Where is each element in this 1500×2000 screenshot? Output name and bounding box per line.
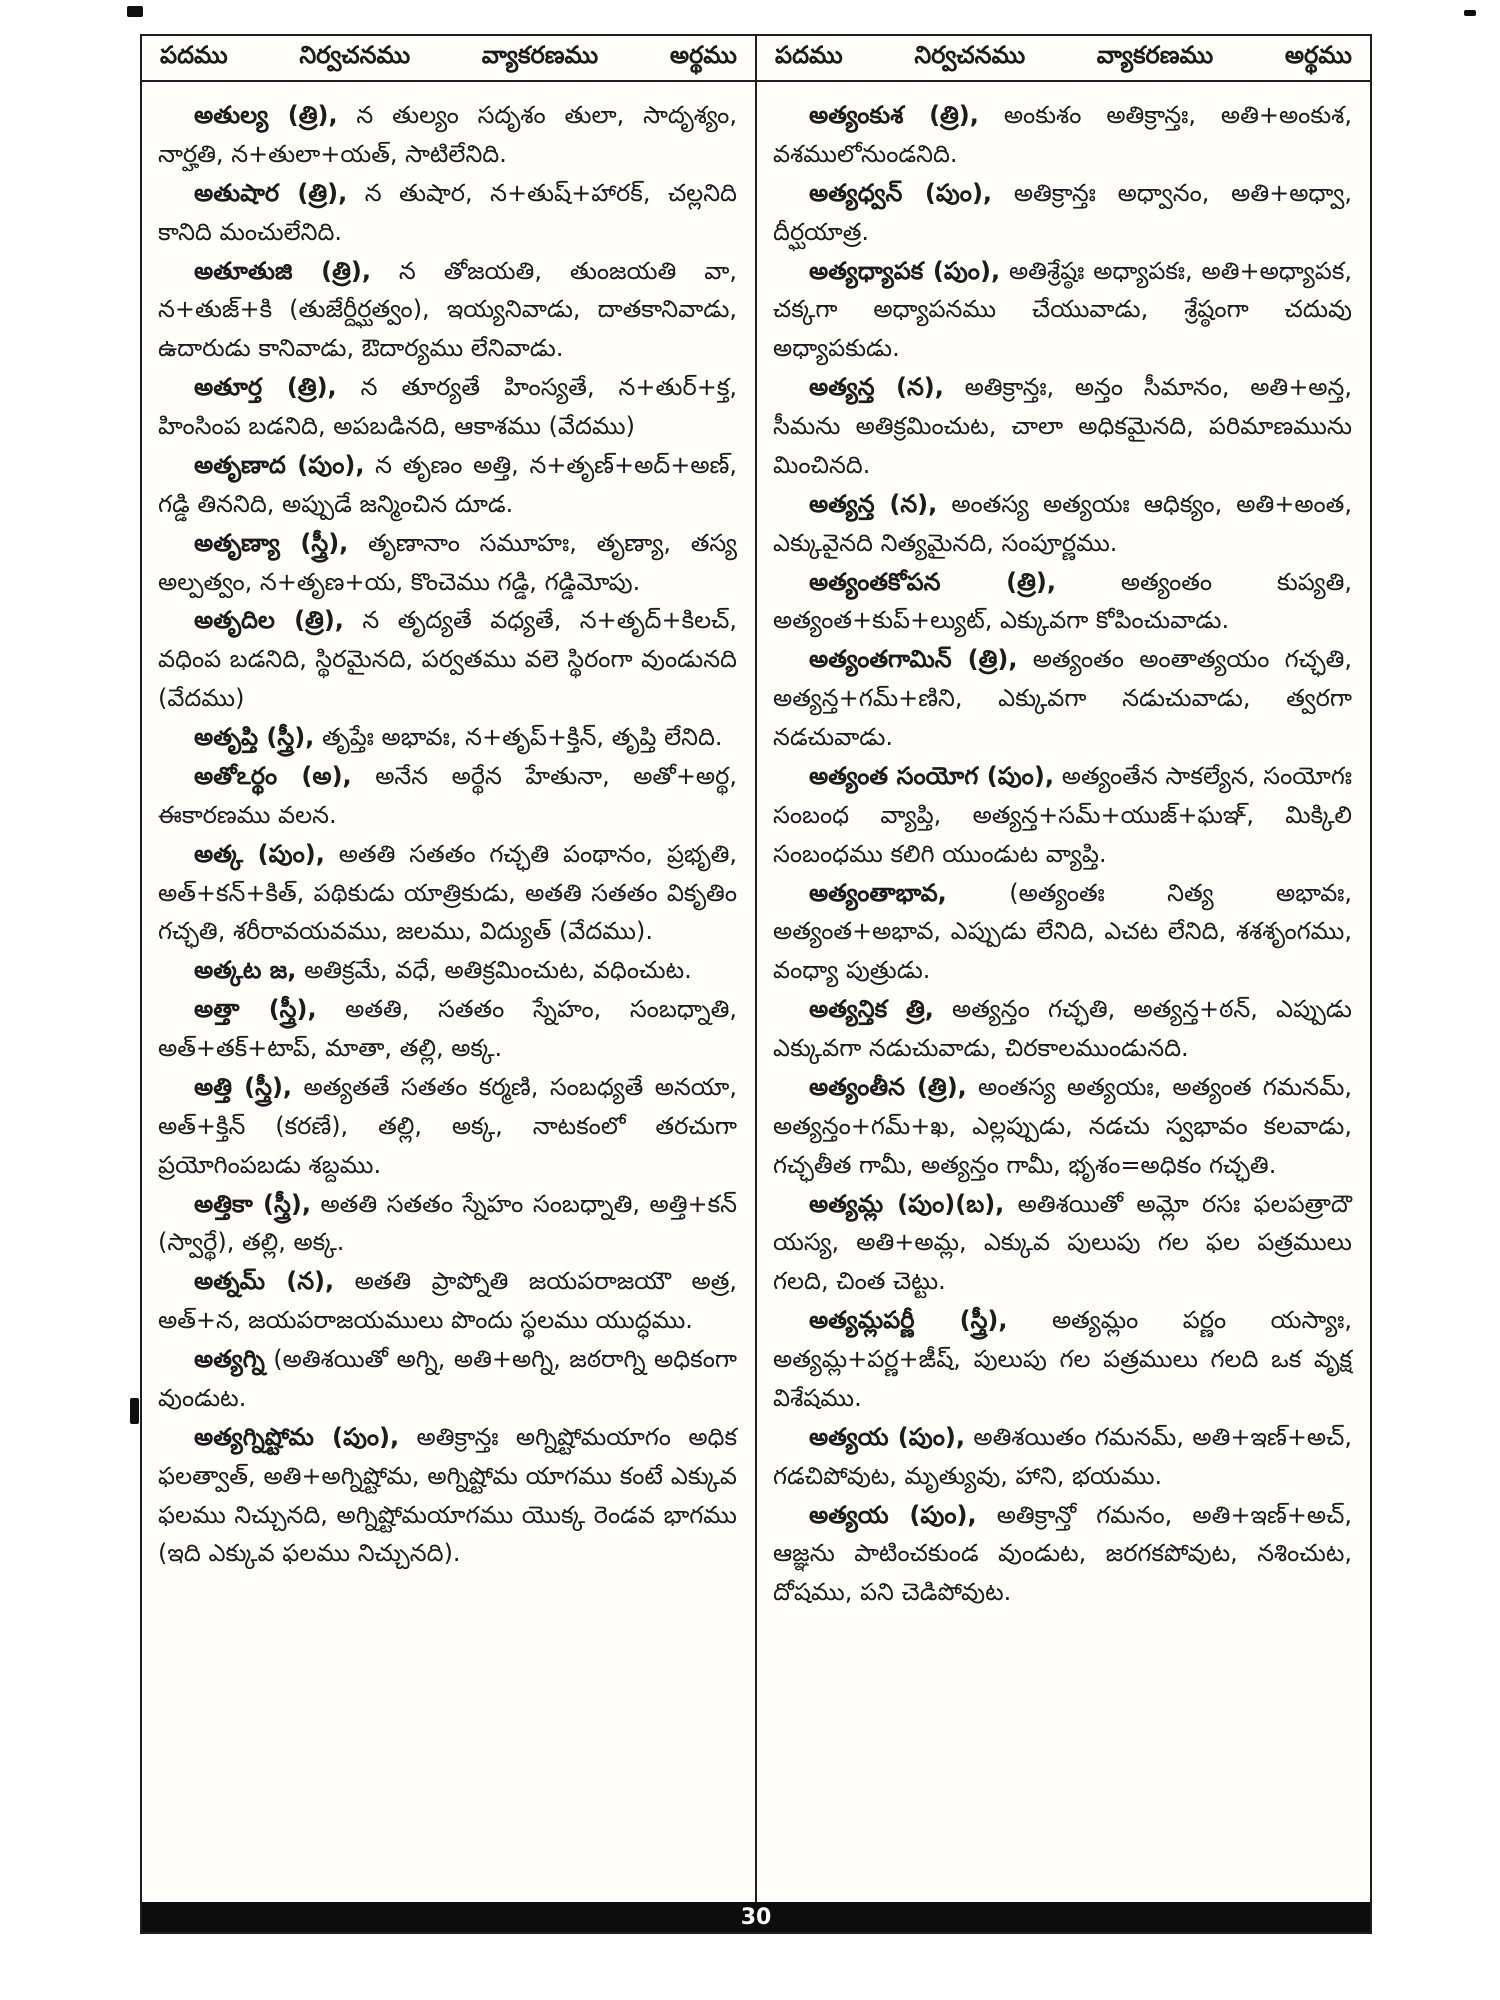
dictionary-entry [773,874,1352,991]
entry-body: అతిశ్రేష్ఠః అధ్యాపకః, అతి+అధ్యాపక, చక్కగా అధ్యాపనము చేయువాడు, శ్రేష్ఠంగా చదువు అధ్యాపకుడు. [773,256,1352,363]
dictionary-entry [158,252,737,369]
entry-body: న తూర్యతే హింస్యతే, న+తుర్+క్త, హింసింప బడనిది, అపబడినది, ఆకాశము (వేదము) [158,373,737,440]
entry-body: అత్యమ్లం పర్ణం యస్యాః, అత్యమ్ల+పర్ణ+ఙీష్, పులుపు గల పత్రములు గలది ఒక వృక్ష విశేషము. [773,1306,1352,1412]
dictionary-entry [773,1185,1352,1302]
column-headers [142,36,1370,82]
entry-body: అత్యంతం కుప్యతి, అత్యంత+కుప్+ల్యుట్, ఎక్కువగా కోపించువాడు. [773,567,1352,635]
entry-headword: అత్యగ్నిష్టోమ (పుం), [194,1422,400,1451]
dictionary-entry [773,252,1352,369]
header-col-padamu: పదము [160,41,228,69]
dictionary-entry [158,757,737,835]
entry-body: అతతి, సతతం స్నేహం, సంబధ్నాతి, అత్+తక్+టాప్, మాతా, తల్లి, అక్క. [158,995,737,1062]
entry-headword: అత్క (పుం), [194,839,325,868]
entry-headword: అత్తా (స్త్రీ), [194,995,317,1024]
entry-body: అతిక్రమే, వధే, అతిక్రమించుట, వధించుట. [304,956,692,985]
dictionary-entry [773,174,1352,252]
dictionary-entry [158,524,737,602]
dictionary-entry [158,1418,737,1574]
entry-headword: అతుల్య (త్రి), [194,101,338,129]
entry-headword: అతూతుజి (త్రి), [194,256,371,285]
entry-headword: అత్యంతీన (త్రి), [809,1072,967,1101]
entry-headword: అతోఽర్థం (అ), [194,761,352,790]
dictionary-entry [158,1068,737,1185]
dictionary-entry [158,1262,737,1340]
entry-headword: అత్యమ్ల (పుం)(బ), [809,1189,1005,1218]
header-col-nirvachanamu: నిర్వచనము [914,41,1026,69]
entry-body: అతిశయితం గమనమ్, అతి+ఇణ్+అచ్, గడచిపోవుట, మృత్యువు, హాని, భయము. [773,1422,1352,1490]
dictionary-entry [773,96,1352,174]
text-columns [142,82,1370,1902]
dictionary-entry [158,835,737,952]
entry-headword: అతృప్తి (స్త్రీ), [194,723,315,751]
entry-body: న తృణం అత్తి, న+తృణ్+అద్+అణ్, గడ్డి తిననిది, అప్పుడే జన్మించిన దూడ. [158,450,738,518]
header-col-arthamu: అర్థము [669,41,737,69]
entry-headword: అత్తి (స్త్రీ), [194,1072,293,1101]
dictionary-entry [158,718,737,757]
dictionary-entry [773,1496,1352,1613]
entry-headword: అత్యంకుశ (త్రి), [809,101,979,129]
header-col-vyakaranamu: వ్యాకరణము [1096,41,1214,69]
entry-headword: అత్యయ (పుం), [809,1500,977,1529]
dictionary-entry [773,990,1352,1068]
entry-headword: అత్తికా (స్త్రీ), [194,1189,311,1218]
dictionary-entry [158,990,737,1068]
dictionary-entry [773,1301,1352,1418]
entry-body: అతిక్రాన్తో గమనం, అతి+ఇణ్+అచ్, ఆజ్ఞను పాటించకుండ వుండుట, జరగకపోవుట, నశించుట, దోషము, పని చెడిపోవుట. [773,1500,1352,1607]
entry-headword: అతుషార (త్రి), [194,178,348,207]
entry-body: అంకుశం అతిక్రాన్తః, అతి+అంకుశ, వశములోనుండనిది. [773,101,1352,168]
scan-artifact [127,6,143,17]
dictionary-entry [773,640,1352,757]
page-number: 30 [740,1904,772,1930]
entry-body: అతతి సతతం స్నేహం సంబధ్నాతి, అత్తి+కన్ (స్వార్థే), తల్లి, అక్క. [158,1189,737,1257]
entry-body: అత్యంతేన సాకల్యేన, సంయోగః సంబంధ వ్యాప్తి, అత్యన్త+సమ్+యుజ్+ఘఞ్, మిక్కిలి సంబంధము కలిగి యుండుట వ్యాప్తి. [773,761,1352,868]
entry-body: అత్యతతే సతతం కర్మణి, సంబధ్యతే అనయా, అత్+క్తిన్ (కరణే), తల్లి, అక్క, నాటకంలో తరచుగా ప్రయోగింపబడు శబ్దము. [158,1072,737,1179]
dictionary-entry [773,368,1352,485]
entry-body: అతిక్రాన్తః అధ్వానం, అతి+అధ్వా, దీర్ఘయాత్ర. [773,178,1352,246]
dictionary-entry [158,96,737,174]
left-column [142,82,757,1902]
entry-headword: అత్యగ్ని [194,1345,265,1373]
dictionary-entry [158,446,737,524]
dictionary-entry [158,951,737,990]
header-left-half [142,36,757,80]
entry-body: న తుషార, న+తుష్+హారక్, చల్లనిది కానిది మంచులేనిది. [158,178,737,246]
entry-headword: అత్యంతగామిన్ (త్రి), [809,645,1018,674]
entry-body: అతతి ప్రాప్నోతి జయపరాజయౌ అత్ర, అత్+న, జయపరాజయములు పొందు స్థలము యుద్ధము. [158,1267,737,1335]
entry-headword: అత్కట జ, [194,956,297,985]
dictionary-entry [158,174,737,252]
dictionary-entry [773,1068,1352,1185]
entry-body: న తుల్యం సదృశం తులా, సాదృశ్యం, నార్హతి, న+తులా+యత్, సాటిలేనిది. [158,101,737,168]
entry-body: తృణానాం సమూహః, తృణ్యా, తస్య అల్పత్వం, న+తృణ+య, కొంచెము గడ్డి, గడ్డిమోపు. [158,528,737,596]
entry-headword: అత్యమ్లపర్ణీ (స్త్రీ), [809,1306,1008,1335]
entry-headword: అతృదిల (త్రి), [194,606,344,635]
header-col-padamu: పదము [775,41,843,69]
entry-body: అంతస్య అత్యయః ఆధిక్యం, అతి+అంత, ఎక్కువైనది నిత్యమైనది, సంపూర్ణము. [773,489,1352,557]
entry-body: అనేన అర్థేన హేతునా, అతో+అర్థ, ఈకారణము వలన. [158,761,737,829]
header-col-arthamu: అర్థము [1284,41,1352,69]
entry-body: (అత్యంతః నిత్య అభావః, అత్యంత+అభావ, ఎప్పుడు లేనిది, ఎచట లేనిది, శశశృంగము, వంధ్యా పుత్రుడు. [773,878,1352,985]
dictionary-entry [773,485,1352,563]
scan-artifact [1464,10,1476,16]
entry-body: అత్యంతం అంతాత్యయం గచ్ఛతి, అత్యన్త+గమ్+ణిని, ఎక్కువగా నడుచువాడు, త్వరగా నడచువాడు. [773,645,1352,751]
entry-headword: అత్యన్త (న), [809,489,938,518]
dictionary-entry [158,601,737,718]
entry-headword: అతృణ్యా (స్త్రీ), [194,528,349,557]
dictionary-entry [158,368,737,446]
entry-body: (అతిశయితో అగ్ని, అతి+అగ్ని, జఠరాగ్ని అధికంగా వుండుట. [158,1345,737,1412]
entry-headword: అత్నమ్ (న), [194,1267,335,1296]
entry-headword: అత్యధ్యాపక (పుం), [809,256,1001,285]
entry-headword: అతృణాద (పుం), [194,450,365,479]
dictionary-entry [773,563,1352,641]
entry-body: అంతస్య అత్యయః, అత్యంత గమనమ్, అత్యన్తం+గమ్+ఖ, ఎల్లప్పుడు, నడచు స్వభావం కలవాడు, గచ్ఛతీత గామీ, అత్యన్తం గామీ, భృశం=అధికం గచ్ఛతి. [773,1072,1352,1179]
entry-body: అతిక్రాన్తః అగ్నిష్టోమయాగం అధిక ఫలత్వాత్, అతి+అగ్నిష్టోమ, అగ్నిష్టోమ యాగము కంటే ఎక్కువ ఫలము నిచ్చునది, అగ్నిష్టోమయాగము యొక్క రెండవ భాగము (ఇది ఎక్కువ ఫలము నిచ్చునది). [158,1422,737,1568]
entry-body: తృప్తేః అభావః, న+తృప్+క్తిన్, తృప్తి లేనిది. [321,723,723,751]
entry-headword: అత్యంతకోపన (త్రి), [809,567,1056,596]
header-right-half [757,36,1370,80]
scan-artifact [130,1398,139,1424]
entry-body: అతిశయితో అమ్లో రసః ఫలపత్రాదౌ యస్య, అతి+అమ్ల, ఎక్కువ పులుపు గల ఫల పత్రములు గలది, చింత చెట్టు. [773,1189,1352,1296]
header-col-nirvachanamu: నిర్వచనము [299,41,411,69]
dictionary-entry [773,757,1352,874]
dictionary-entry [773,1418,1352,1496]
dictionary-entry [158,1185,737,1263]
dictionary-entry [158,1340,737,1418]
entry-headword: అత్యయ (పుం), [809,1422,965,1451]
entry-body: అతిక్రాన్తః, అన్తం సీమానం, అతి+అన్త, సీమను అతిక్రమించుట, చాలా అధికమైనది, పరిమాణమును మించినది. [773,373,1352,479]
header-col-vyakaranamu: వ్యాకరణము [481,41,599,69]
page-number-bar [142,1902,1370,1932]
entry-body: అత్యన్తం గచ్ఛతి, అత్యన్త+ఠన్, ఎప్పుడు ఎక్కువగా నడుచువాడు, చిరకాలముండునది. [773,995,1352,1062]
entry-headword: అత్యంత సంయోగ (పుం), [809,761,1054,790]
entry-body: న తోజయతి, తుంజయతి వా, న+తుజ్+కి (తుజేర్దీర్ఘత్వం), ఇయ్యనివాడు, దాతకానివాడు, ఉదారుడు కానివాడు, ఔదార్యము లేనివాడు. [158,256,737,363]
entry-headword: అతూర్త (త్రి), [194,373,337,402]
entry-body: న తృద్యతే వధ్యతే, న+తృద్+కిలచ్, వధింప బడనిది, స్థిరమైనది, పర్వతము వలె స్థిరంగా వుండునది (వేదము) [158,606,737,713]
content-frame [140,34,1372,1934]
right-column [757,82,1370,1902]
entry-headword: అత్యన్తిక త్రి, [809,995,934,1024]
entry-headword: అత్యధ్వన్ (పుం), [809,178,993,207]
entry-headword: అత్యంతాభావ, [809,878,947,907]
entry-body: అతతి సతతం గచ్ఛతి పంథానం, ప్రభృతి, అత్+కన్+కిత్, పథికుడు యాత్రికుడు, అతతి సతతం వికృతిం గచ్ఛతి, శరీరావయవము, జలము, విద్యుత్ (వేదము). [158,839,738,946]
entry-headword: అత్యన్త (న), [809,373,944,402]
